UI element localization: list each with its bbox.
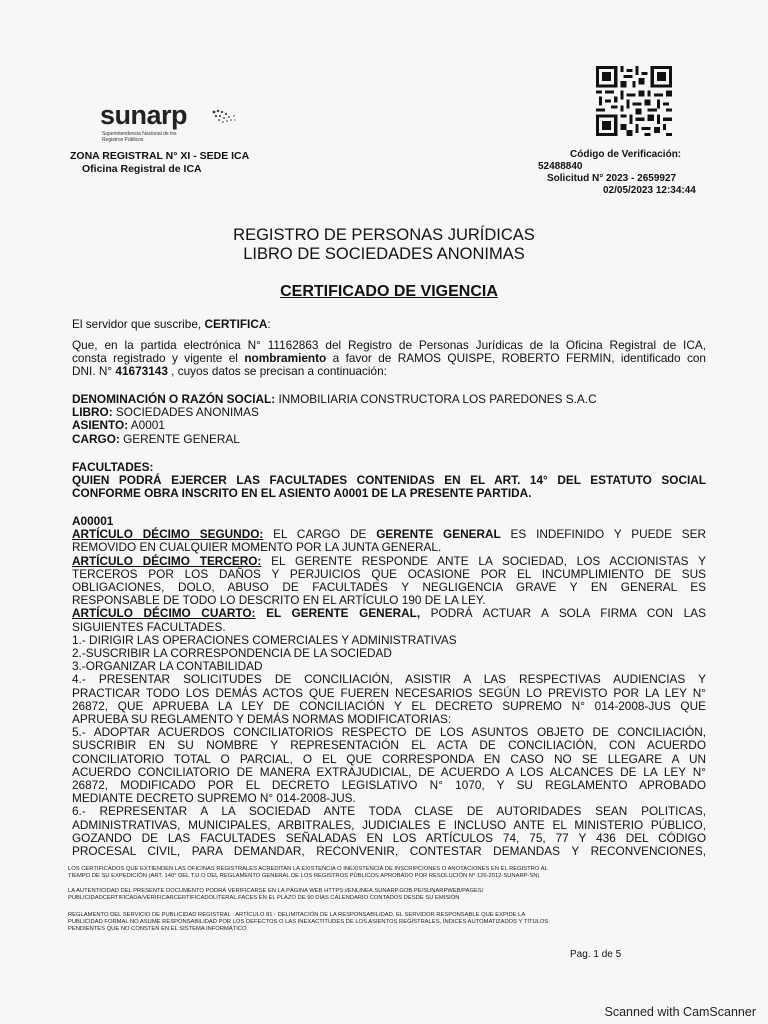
- footer-line: REGLAMENTO DEL SERVICIO DE PUBLICIDAD REGISTRAL : ARTÍCULO 81 - DELIMITACIÓN DE LA RESPONSABILIDAD. EL SERVIDOR RESPONSABLE QUE EXPIDE LA: [68, 912, 526, 918]
- list-item: 1.- DIRIGIR LAS OPERACIONES COMERCIALES Y ADMINISTRATIVAS: [72, 632, 457, 647]
- article-text: ES INDEFINIDO Y PUEDE SER: [500, 527, 706, 542]
- list-item-line: SUSCRIBIR EN SU NOMBRE Y REPRESENTACIÓN EL ACTA DE CONCILIACIÓN, CON ACUERDO: [72, 738, 706, 753]
- company-data: [72, 393, 706, 446]
- certifica-word: CERTIFICA: [204, 317, 268, 331]
- facultades-line: QUIEN PODRÁ EJERCER LAS FACULTADES CONTENIDAS EN EL ART. 14° DEL ESTATUTO SOCIAL: [72, 473, 706, 488]
- field-label: LIBRO:: [72, 405, 113, 420]
- article-heading: ARTÍCULO DÉCIMO CUARTO:: [72, 606, 256, 621]
- logo-dots-icon: [210, 106, 240, 130]
- intro-prefix: El servidor que suscribe,: [72, 317, 205, 331]
- footer-note-regulation: [68, 912, 676, 932]
- field-label: ASIENTO:: [72, 418, 129, 433]
- logo-subtext: Superintendencia Nacional de los Registros Públicos: [102, 131, 177, 143]
- facultades-label: FACULTADES:: [72, 460, 154, 474]
- asiento-code: A00001: [72, 514, 114, 528]
- article-line: OBLIGACIONES, DOLO, ABUSO DE FACULTADES Y NEGLIGENCIA GRAVE Y EN GENERAL ES: [72, 580, 706, 595]
- facultades-section: [72, 461, 706, 501]
- statement-line: Que, en la partida electrónica N° 11162863 del Registro de Personas Jurídicas de la Oficina Registral de ICA,: [72, 338, 706, 352]
- article-text: EL CARGO DE: [263, 527, 377, 542]
- dni-number: 41673143: [115, 364, 168, 379]
- solicitud-number: Solicitud N° 2023 - 2659927: [547, 173, 677, 184]
- codigo-value: 52488840: [538, 161, 583, 172]
- article-line: SIGUIENTES FACULTADES.: [72, 619, 226, 634]
- article-text: PODRÁ ACTUAR A SOLA FIRMA CON LAS: [420, 606, 706, 621]
- scanner-watermark: Scanned with CamScanner: [604, 1005, 756, 1019]
- list-item-line: GOZANDO DE LAS FACULTADES SEÑALADAS EN LOS ARTÍCULOS 74, 75, 77 Y 436 DEL CÓDIGO: [72, 830, 706, 845]
- article-heading: ARTÍCULO DÉCIMO TERCERO:: [72, 553, 262, 568]
- facultades-line: CONFORME OBRA INSCRITO EN EL ASIENTO A0001 DE LA PRESENTE PARTIDA.: [72, 486, 532, 501]
- field-value: INMOBILIARIA CONSTRUCTORA LOS PAREDONES S.A.C: [275, 392, 597, 406]
- footer-line: LOS CERTIFICADOS QUE EXTIENDEN LAS OFICINAS REGISTRALES ACREDITAN LA EXISTENCIA O INEXISTENCIA DE INSCRIPCIONES O ANOTACIONES EN EL REGISTRO AL: [68, 866, 548, 872]
- field-label: DENOMINACIÓN O RAZÓN SOCIAL:: [72, 392, 276, 406]
- list-item-line: APRUEBA SU REGLAMENTO Y DEMÁS NORMAS MODIFICATORIAS:: [72, 712, 452, 727]
- intro-line: [72, 318, 706, 331]
- list-item-line: ACUERDO CONCILIATORIO DE MANERA EXTRAJUDICIAL, DE ACUERDO A LOS ALCANCES DE LA LEY N°: [72, 764, 706, 779]
- article-text: EL GERENTE RESPONDE ANTE LA SOCIEDAD, LOS ACCIONISTAS Y: [261, 553, 706, 568]
- verification-block: [538, 149, 698, 197]
- field-value: GERENTE GENERAL: [119, 431, 240, 446]
- article-heading: ARTÍCULO DÉCIMO SEGUNDO:: [72, 527, 264, 542]
- book-title: LIBRO DE SOCIEDADES ANONIMAS: [243, 245, 525, 263]
- list-item-line: ADMINISTRATIVAS, MUNICIPALES, ARBITRALES, JUDICIALES E INCLUSO ANTE EL MINISTERIO PÚBLICO,: [72, 817, 706, 832]
- article-text-bold: GERENTE GENERAL: [376, 527, 501, 542]
- list-item-line: 26872, MODIFICADO POR EL DECRETO LEGISLATIVO N° 1070, Y SU REGLAMENTO APROBADO: [72, 778, 706, 793]
- libro-row: [72, 406, 706, 419]
- list-item-line: PRACTICAR TODO LOS DEMÁS ACTOS QUE FUEREN NECESARIOS SEGÚN LO PREVISTO POR LA LEY N°: [72, 685, 706, 700]
- footer-line: LA AUTENTICIDAD DEL PRESENTE DOCUMENTO PODRÁ VERIFICARSE EN LA PÁGINA WEB HTTPS://ENLINEA.SUNARP.GOB.PE/SUNARPWEB/PAGES/: [68, 888, 484, 894]
- intro-suffix: :: [267, 317, 271, 331]
- list-item-line: 26872, QUE APRUEBA LA LEY DE CONCILIACIÓN Y EL DECRETO SUPREMO N° 014-2008-JUS QUE: [72, 698, 706, 713]
- codigo-label: Código de Verificación:: [570, 149, 682, 160]
- registry-title: REGISTRO DE PERSONAS JURÍDICAS: [233, 226, 535, 244]
- cargo-row: [72, 433, 706, 446]
- issue-datetime: 02/05/2023 12:34:44: [603, 185, 696, 196]
- list-item: 2.-SUSCRIBIR LA CORRESPONDENCIA DE LA SOCIEDAD: [72, 646, 392, 661]
- page-number: Pag. 1 de 5: [570, 949, 622, 960]
- list-item-line: MEDIANTE DECRETO SUPREMO N° 014-2008-JUS.: [72, 791, 356, 806]
- footer-line: PUBLICIDAD FORMAL NO ASUME RESPONSABILIDAD POR LOS DEFECTOS O LAS INEXACTITUDES DE LOS ASIENTOS REGISTRALES, ÍNDICES AUTOMATIZADOS Y TÍTULOS: [68, 918, 549, 925]
- article-line: REMOVIDO EN CUALQUIER MOMENTO POR LA JUNTA GENERAL.: [72, 540, 442, 555]
- sunarp-logo: [100, 100, 250, 152]
- zona-line: ZONA REGISTRAL N° XI - SEDE ICA: [70, 150, 250, 162]
- list-item-line: 5.- ADOPTAR ACUERDOS CONCILIATORIOS RESPECTO DE LOS ASUNTOS OBJETO DE CONCILIACIÓN,: [72, 725, 706, 740]
- footer-line: PENDIENTES QUE NO CONSTEN EN EL SISTEMA INFORMÁTICO: [68, 925, 247, 932]
- footer-note-certificates: [68, 866, 676, 880]
- logo-wordmark: sunarp: [100, 100, 188, 130]
- certificate-title: CERTIFICADO DE VIGENCIA: [280, 283, 498, 300]
- oficina-line: Oficina Registral de ICA: [82, 163, 202, 175]
- article-line: [72, 607, 706, 620]
- field-value: SOCIEDADES ANONIMAS: [112, 405, 259, 420]
- statement-text: a favor de RAMOS QUISPE, ROBERTO FERMIN, identificado con: [326, 351, 706, 366]
- qr-code-icon: [596, 66, 672, 136]
- statement-text: consta registrado y vigente el: [72, 351, 245, 366]
- statement-line: [72, 365, 706, 378]
- footer-note-authenticity: [68, 888, 676, 902]
- article-line: TERCEROS POR LOS DAÑOS Y PERJUICIOS QUE OCASIONE POR EL INCUMPLIMIENTO DE SUS: [72, 566, 706, 581]
- article-line: [72, 555, 706, 568]
- nombramiento-word: nombramiento: [244, 351, 327, 366]
- statement-paragraph: [72, 339, 706, 379]
- article-line: RESPONSABLE DE TODO LO DESCRITO EN EL ARTÍCULO 190 DE LA LEY.: [72, 593, 486, 608]
- statement-text: DNI. N°: [72, 364, 116, 379]
- list-item-line: CONCILIATORIO TOTAL O PARCIAL, O EL QUE CORRESPONDA EN CASO NO SE LLEGARE A UN: [72, 751, 706, 766]
- field-label: CARGO:: [72, 431, 120, 446]
- list-item-line: PROCESAL CIVIL, PARA DEMANDAR, RECONVENIR, CONTESTAR DEMANDAS Y RECONVENCIONES,: [72, 844, 706, 859]
- statement-text: , cuyos datos se precisan a continuación:: [167, 364, 387, 379]
- asiento-transcription: [72, 515, 706, 858]
- article-text-bold: EL GERENTE GENERAL,: [255, 606, 421, 621]
- list-item-line: 6.- REPRESENTAR A LA SOCIEDAD ANTE TODA CLASE DE AUTORIDADES SEAN POLITICAS,: [72, 804, 706, 819]
- footer-line: PUBLICIDADCERTIFICADA/VERIFICARCERTIFICADOLITERAL.FACES EN EL PLAZO DE 90 DÍAS CALENDARIO CONTADOS DESDE SU EMISIÓN: [68, 894, 460, 901]
- list-item-line: 4.- PRESENTAR SOLICITUDES DE CONCILIACIÓN, ASISTIR A LAS RESPECTIVAS AUDIENCIAS Y: [72, 672, 706, 687]
- zona-registral: [70, 150, 249, 176]
- footer-line: TIEMPO DE SU EXPEDICIÓN (ART. 140° DEL T.U.O DEL REGLAMENTO GENERAL DE LOS REGISTROS PÚBLICOS APROBADO POR RESOLUCIÓN N° 126-2012-SUNARP-SN): [68, 872, 540, 879]
- field-value: A0001: [128, 418, 165, 433]
- list-item: 3.-ORGANIZAR LA CONTABILIDAD: [72, 659, 263, 674]
